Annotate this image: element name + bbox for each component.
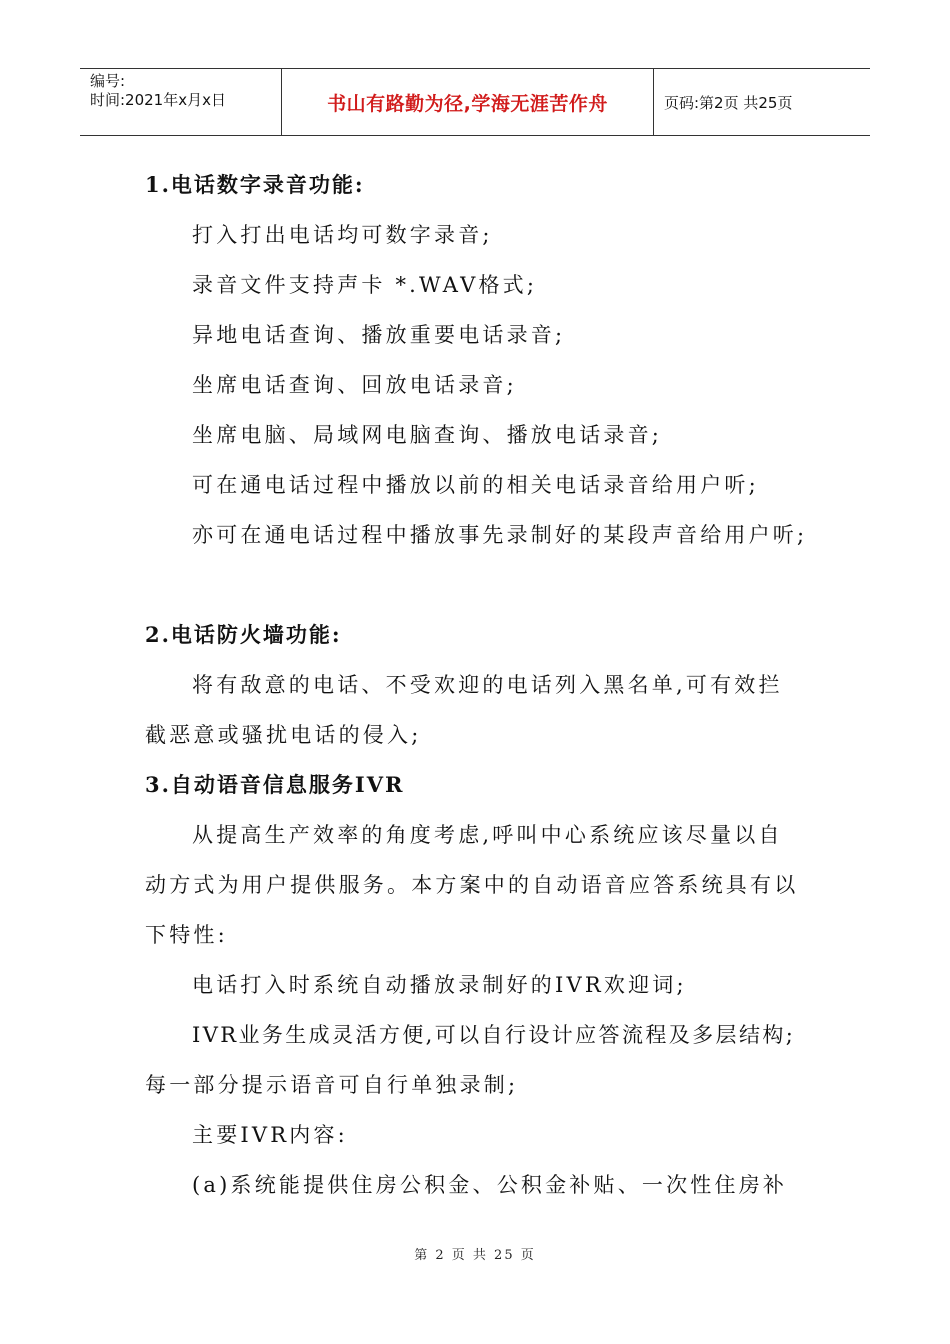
list-item: 坐席电脑、局域网电脑查询、播放电话录音; [192,423,663,447]
page-header [80,68,870,136]
list-item: 亦可在通电话过程中播放事先录制好的某段声音给用户听; [192,523,808,547]
section-heading-firewall: 2.电话防火墙功能: [145,622,342,647]
header-motto: 书山有路勤为径,学海无涯苦作舟 [282,69,654,135]
paragraph-line: 每一部分提示语音可自行单独录制; [145,1073,519,1097]
list-item: 打入打出电话均可数字录音; [192,223,493,247]
list-item: (a)系统能提供住房公积金、公积金补贴、一次性住房补 [192,1173,788,1197]
list-item: 坐席电话查询、回放电话录音; [192,373,517,397]
paragraph-line: 从提高生产效率的角度考虑,呼叫中心系统应该尽量以自 [192,823,783,847]
document-date: 时间:2021年x月x日 [90,91,226,109]
paragraph-line: 截恶意或骚扰电话的侵入; [145,723,422,747]
list-item: 录音文件支持声卡 *.WAV格式; [192,273,538,297]
list-item: 电话打入时系统自动播放录制好的IVR欢迎词; [192,973,687,997]
document-number-label: 编号: [90,72,126,90]
paragraph-line: 下特性: [145,923,228,947]
list-item: 可在通电话过程中播放以前的相关电话录音给用户听; [192,473,759,497]
list-item: 异地电话查询、播放重要电话录音; [192,323,566,347]
section-heading-recording: 1.电话数字录音功能: [145,172,365,197]
section-heading-ivr: 3.自动语音信息服务IVR [145,772,405,797]
list-item: 主要IVR内容: [192,1123,348,1147]
paragraph-line: 动方式为用户提供服务。本方案中的自动语音应答系统具有以 [145,873,799,897]
page-footer: 第 2 页 共 25 页 [414,1248,536,1263]
header-page-info: 页码:第2页 共25页 [664,93,793,112]
paragraph-line: 将有敌意的电话、不受欢迎的电话列入黑名单,可有效拦 [192,673,783,697]
list-item: IVR业务生成灵活方便,可以自行设计应答流程及多层结构; [192,1023,796,1047]
header-meta [80,69,282,135]
